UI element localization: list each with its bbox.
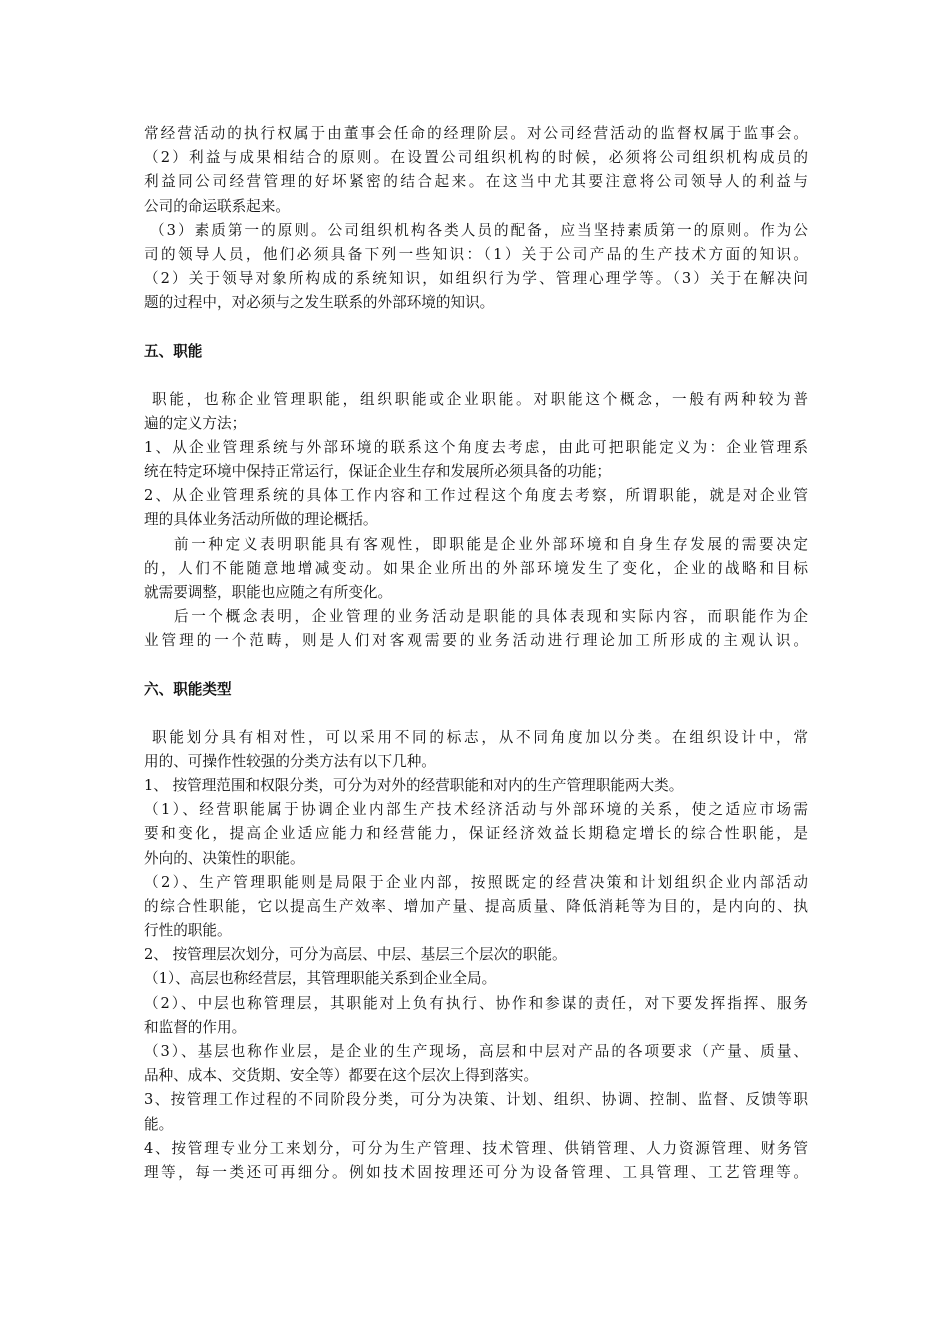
text-line: （2）、生产管理职能则是局限于企业内部，按照既定的经营决策和计划组织企业内部活动	[144, 873, 808, 891]
text-line: 和监督的作用。	[144, 1018, 247, 1036]
text-line: 公司的命运联系起来。	[144, 197, 290, 215]
text-line: （2）关于领导对象所构成的系统知识，如组织行为学、管理心理学等。（3）关于在解决问	[144, 270, 808, 288]
text-line: （2）利益与成果相结合的原则。在设置公司组织机构的时候，必须将公司组织机构成员的	[144, 149, 808, 167]
text-line: （3）素质第一的原则。公司组织机构各类人员的配备，应当坚持素质第一的原则。作为公	[150, 221, 808, 239]
text-line: 外向的、决策性的职能。	[144, 849, 305, 867]
section-functions-body	[144, 388, 808, 654]
text-line: 行性的职能。	[144, 922, 232, 940]
text-line: 统在特定环境中保持正常运行，保证企业生存和发展所必须具备的功能；	[144, 463, 612, 481]
text-line: （1）、经营职能属于协调企业内部生产技术经济活动与外部环境的关系，使之适应市场需	[144, 801, 808, 819]
text-line: 品种、成本、交货期、安全等）都要在这个层次上得到落实。	[144, 1067, 539, 1085]
text-line: 的，人们不能随意地增减变动。如果企业所出的外部环境发生了变化，企业的战略和目标	[144, 559, 808, 577]
text-line: 1、 按管理范围和权限分类，可分为对外的经营职能和对内的生产管理职能两大类。	[144, 776, 684, 794]
text-line: 用的、可操作性较强的分类方法有以下几种。	[144, 752, 436, 770]
text-line: 遍的定义方法；	[144, 414, 247, 432]
text-line: 4、按管理专业分工来划分，可分为生产管理、技术管理、供销管理、人力资源管理、财务管	[144, 1139, 808, 1157]
text-line: 职能划分具有相对性，可以采用不同的标志，从不同角度加以分类。在组织设计中，常	[152, 728, 808, 746]
text-line: 业管理的一个范畴，则是人们对客观需要的业务活动进行理论加工所形成的主观认识。	[144, 632, 808, 650]
text-line: 司的领导人员，他们必须具备下列一些知识：（1）关于公司产品的生产技术方面的知识。	[144, 245, 808, 263]
text-line: 要和变化，提高企业适应能力和经营能力，保证经济效益长期稳定增长的综合性职能，是	[144, 825, 808, 843]
text-line: 的综合性职能，它以提高生产效率、增加产量、提高质量、降低消耗等为目的，是内向的、执	[144, 897, 808, 915]
text-line: （3）、基层也称作业层，是企业的生产现场，高层和中层对产品的各项要求（产量、质量、	[144, 1043, 808, 1060]
section-heading-function-types: 六、职能类型	[144, 680, 232, 698]
document-page	[144, 122, 808, 1185]
intro-text	[144, 122, 808, 316]
text-line: 1、从企业管理系统与外部环境的联系这个角度去考虑，由此可把职能定义为：企业管理系	[144, 438, 808, 456]
text-line: 理的具体业务活动所做的理论概括。	[144, 511, 378, 529]
text-line: 能。	[144, 1115, 174, 1133]
text-line: 3、按管理工作过程的不同阶段分类，可分为决策、计划、组织、协调、控制、监督、反馈等职	[144, 1091, 808, 1109]
text-line: 题的过程中，对必须与之发生联系的外部环境的知识。	[144, 294, 495, 312]
text-line: 利益同公司经营管理的好坏紧密的结合起来。在这当中尤其要注意将公司领导人的利益与	[144, 173, 808, 191]
text-line: 就需要调整，职能也应随之有所变化。	[144, 584, 393, 601]
text-line: 职能，也称企业管理职能，组织职能或企业职能。对职能这个概念，一般有两种较为普	[152, 390, 808, 408]
text-line: 后一个概念表明，企业管理的业务活动是职能的具体表现和实际内容，而职能作为企	[174, 608, 808, 626]
text-line: 2、从企业管理系统的具体工作内容和工作过程这个角度去考察，所谓职能，就是对企业管	[144, 487, 808, 505]
section-heading-functions: 五、职能	[144, 342, 203, 360]
text-line: （2）、中层也称管理层，其职能对上负有执行、协作和参谋的责任，对下要发挥指挥、服务	[144, 994, 808, 1012]
text-line: 前一种定义表明职能具有客观性，即职能是企业外部环境和自身生存发展的需要决定	[174, 535, 808, 553]
text-line: 常经营活动的执行权属于由董事会任命的经理阶层。对公司经营活动的监督权属于监事会。	[144, 125, 808, 142]
section-function-types-body	[144, 726, 808, 1186]
text-line: 2、 按管理层次划分，可分为高层、中层、基层三个层次的职能。	[144, 946, 567, 964]
text-line: 理等，每一类还可再细分。例如技术固按理还可分为设备管理、工具管理、工艺管理等。	[144, 1163, 808, 1181]
text-line: （1）、高层也称经营层，其管理职能关系到企业全局。	[144, 970, 497, 988]
